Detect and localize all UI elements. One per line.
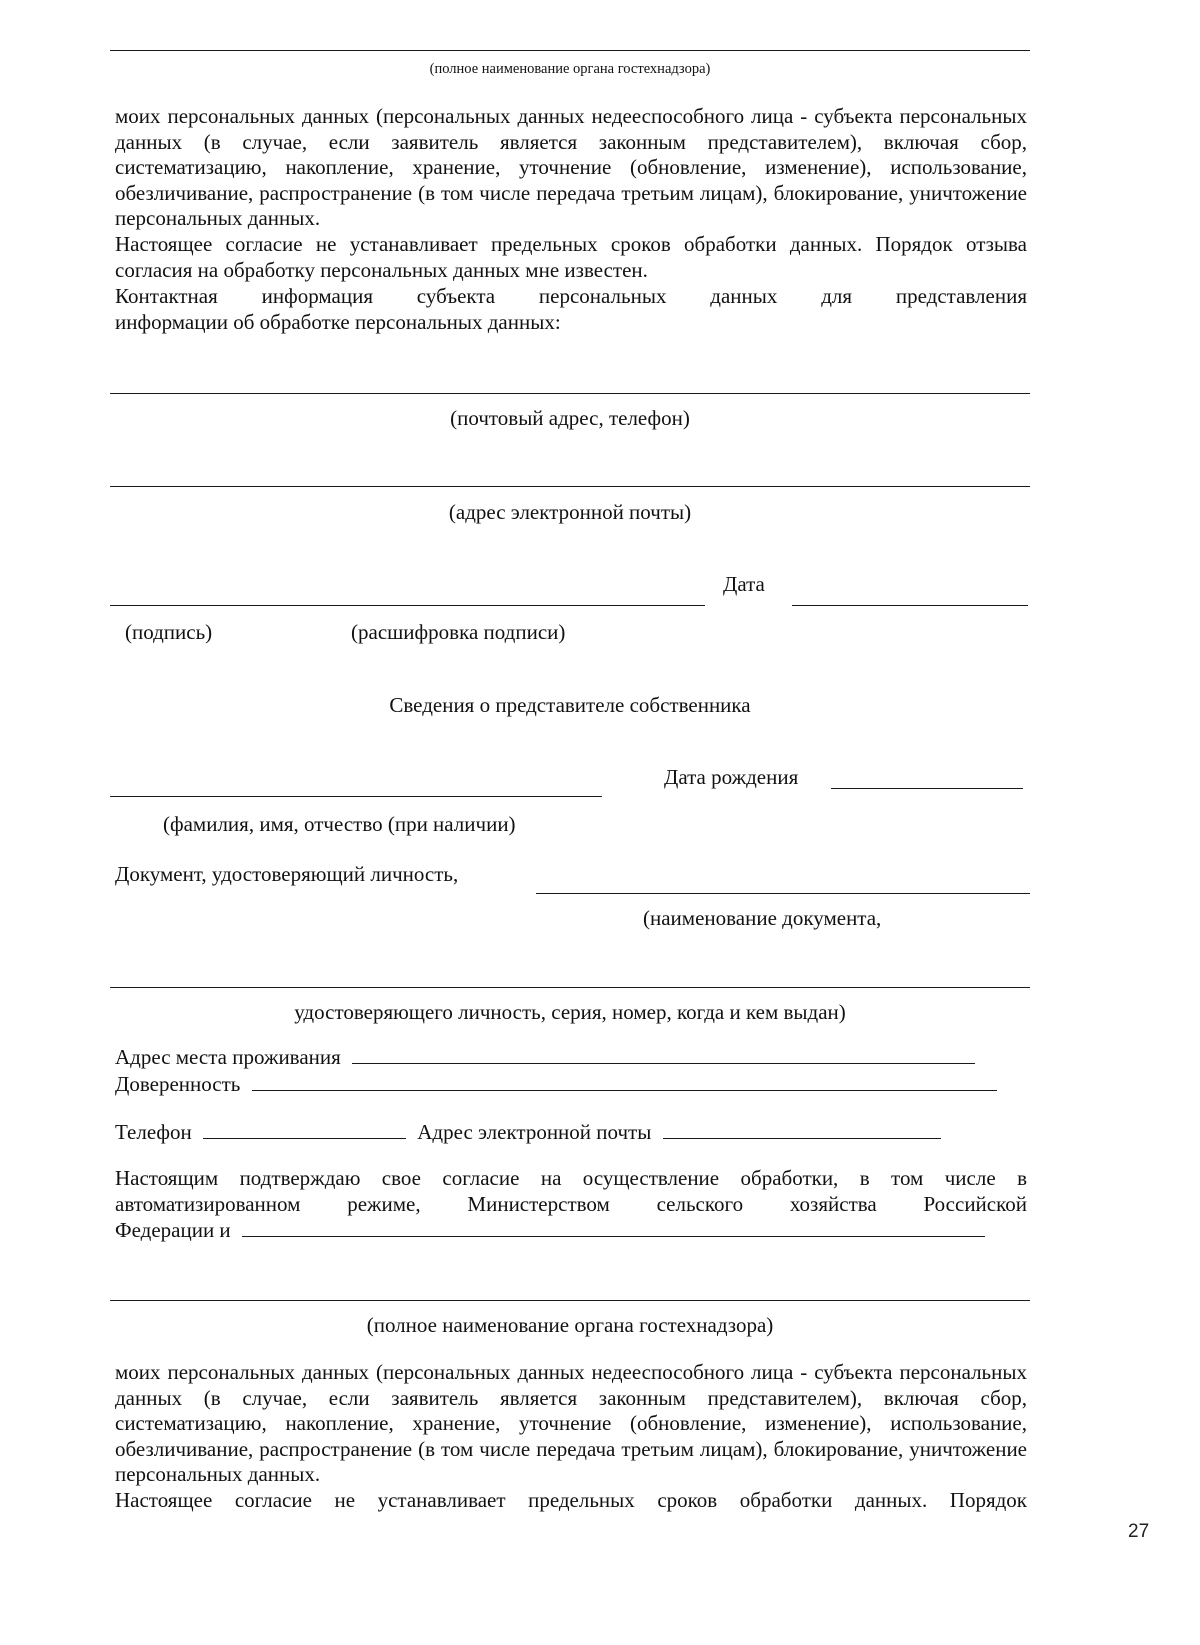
email-address-field[interactable]: [110, 486, 1030, 487]
signature-decoding-caption: (расшифровка подписи): [351, 620, 566, 644]
consent-terms-paragraph-2: Настоящее согласие не устанавливает предельных сроков обработки данных. Порядок: [115, 1488, 1027, 1512]
contact-info-line2: информации об обработке персональных данных:: [115, 310, 561, 334]
document-details-field[interactable]: [110, 987, 1030, 988]
authority-name-caption-2: (полное наименование органа гостехнадзора): [366, 1313, 774, 1337]
consent2-authority-field[interactable]: [242, 1218, 985, 1237]
power-of-attorney-row: [115, 1072, 997, 1097]
full-name-field[interactable]: [110, 796, 602, 797]
full-name-caption: (фамилия, имя, отчество (при наличии): [163, 812, 516, 836]
consent2-federation-label: Федерации и: [115, 1218, 231, 1242]
phone-label: Телефон: [115, 1120, 192, 1144]
consent2-line1: Настоящим подтверждаю свое согласие на осуществление обработки, в том числе в: [115, 1166, 1027, 1190]
email-address-caption: (адрес электронной почты): [448, 500, 692, 524]
document-details-caption: удостоверяющего личность, серия, номер, когда и кем выдан): [294, 1000, 846, 1024]
email-label: Адрес электронной почты: [417, 1120, 652, 1144]
representative-heading: Сведения о представителе собственника: [389, 693, 751, 717]
document-name-caption: (наименование документа,: [643, 906, 882, 930]
date-label: Дата: [723, 572, 765, 596]
phone-email-row: [115, 1120, 941, 1145]
consent-terms-paragraph: Настоящее согласие не устанавливает предельных сроков обработки данных. Порядок отзыва согласия на обработку персональных данных мне известен.: [115, 232, 1027, 282]
signature-field[interactable]: [110, 605, 705, 606]
consent2-line2: автоматизированном режиме, Министерством сельского хозяйства Российской: [115, 1192, 1027, 1216]
birth-date-field[interactable]: [831, 788, 1023, 789]
phone-field[interactable]: [203, 1120, 406, 1139]
residence-row: [115, 1045, 975, 1070]
residence-field[interactable]: [352, 1045, 975, 1064]
authority-name-line-2[interactable]: [110, 1300, 1030, 1301]
date-field[interactable]: [792, 605, 1028, 606]
signature-caption: (подпись): [125, 620, 213, 644]
id-document-field[interactable]: [536, 893, 1030, 894]
contact-info-line1: Контактная информация субъекта персональных данных для представления: [115, 284, 1027, 308]
birth-date-label: Дата рождения: [664, 765, 799, 789]
consent-scope-paragraph: моих персональных данных (персональных данных недееспособного лица - субъекта персональных данных (в случае, если заявитель является законным представителем), включая сбор, систематизацию, накопление, хранение, уточнение (обновление, изменение), использование, обезличивание, распространение (в том числе передача третьим лицам), блокирование, уничтожение персональных данных.: [115, 104, 1027, 231]
consent-scope-paragraph-2: моих персональных данных (персональных данных недееспособного лица - субъекта персональных данных (в случае, если заявитель является законным представителем), включая сбор, систематизацию, накопление, хранение, уточнение (обновление, изменение), использование, обезличивание, распространение (в том числе передача третьим лицам), блокирование, уничтожение персональных данных.: [115, 1360, 1027, 1487]
postal-address-caption: (почтовый адрес, телефон): [450, 406, 690, 430]
authority-name-line: [110, 50, 1030, 51]
authority-name-caption: (полное наименование органа гостехнадзора): [429, 61, 711, 77]
consent2-line3: [115, 1218, 985, 1243]
power-of-attorney-label: Доверенность: [115, 1072, 241, 1096]
power-of-attorney-field[interactable]: [252, 1072, 997, 1091]
postal-address-field[interactable]: [110, 393, 1030, 394]
email-field[interactable]: [663, 1120, 941, 1139]
residence-label: Адрес места проживания: [115, 1045, 341, 1069]
page-number: 27: [1128, 1521, 1150, 1542]
id-document-label: Документ, удостоверяющий личность,: [115, 862, 459, 886]
